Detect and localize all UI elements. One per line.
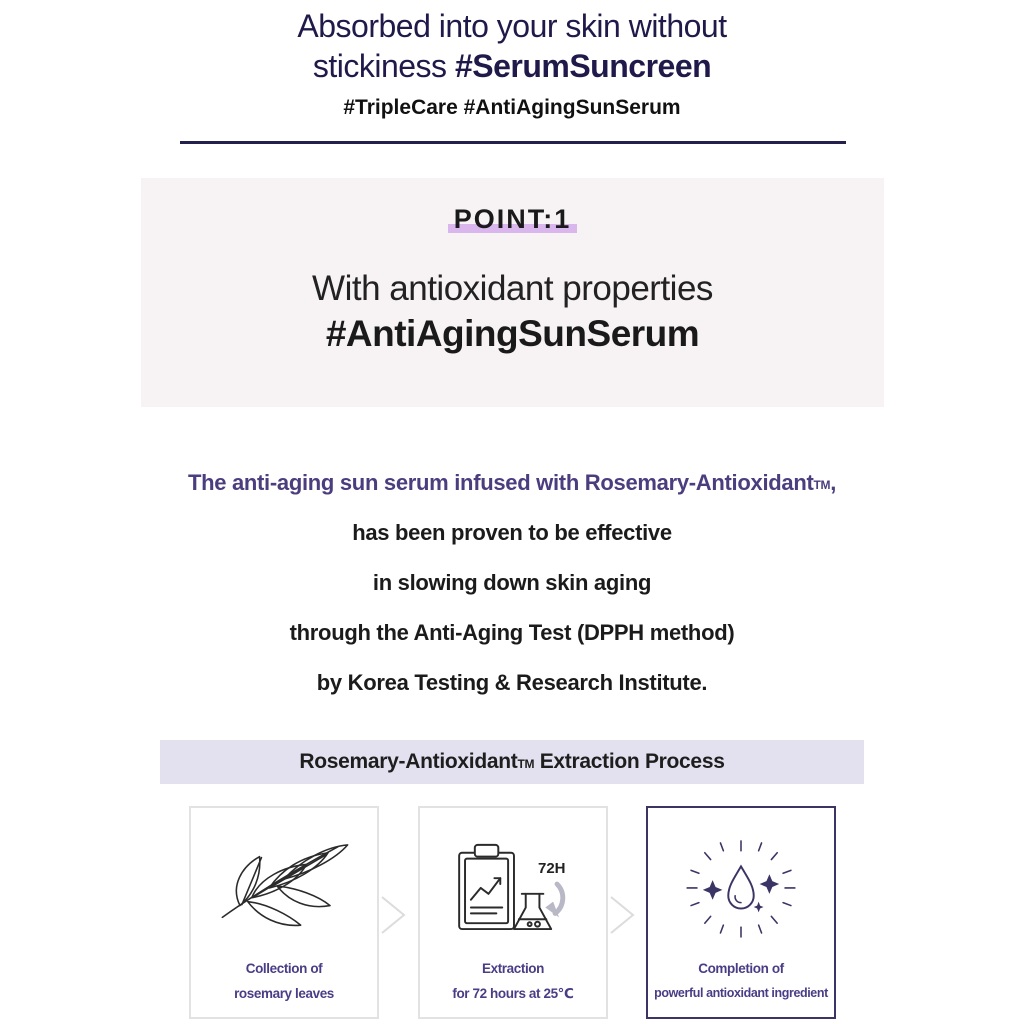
process-title-bar [160,740,864,784]
point-label: POINT:1 [448,204,578,235]
chevron-right-icon [607,895,637,935]
process-step-collection [189,806,379,1019]
description-line-3: in slowing down skin aging [372,570,652,595]
description-line-5: by Korea Testing & Research Institute. [316,670,708,695]
process-title-end: Extraction Process [534,750,725,773]
description [0,458,1024,708]
step-1-caption-line-2: rosemary leaves [234,986,334,1001]
process-title-start: Rosemary-Antioxidant [299,750,518,773]
rosemary-branch-icon [191,826,377,946]
headline-line-2 [0,46,1024,86]
description-lead-text: The anti-aging sun serum infused with Rosemary-Antioxidant [187,470,814,495]
description-line-4: through the Anti-Aging Test (DPPH method) [289,620,735,645]
step-1-caption-line-1: Collection of [245,961,323,976]
chevron-right-icon [378,895,408,935]
headline-line-2-plain: stickiness [312,48,455,84]
step-2-caption-line-1: Extraction [481,961,545,976]
step-3-caption-line-2: powerful antioxidant ingredient [654,986,828,1000]
description-lead-end: , [830,470,837,495]
point-title-line-1: With antioxidant properties [312,269,713,308]
clipboard-flask-icon [420,826,606,946]
trademark-mark: TM [813,478,831,492]
step-3-caption [648,956,834,1006]
point-title-line-2: #AntiAgingSunSerum [325,313,700,354]
headline-hashtag: #SerumSuncreen [454,48,712,84]
process-trademark-mark: TM [517,757,535,771]
description-line-2: has been proven to be effective [352,520,672,545]
duration-badge: 72H [538,860,566,877]
headline [0,6,1024,122]
step-2-caption [420,956,606,1006]
point-box [141,178,884,407]
description-lead [0,458,1024,508]
sparkling-drop-icon [648,826,834,946]
process-step-extraction [418,806,608,1019]
section-divider [180,141,846,144]
headline-tags: #TripleCare #AntiAgingSunSerum [343,96,681,119]
step-3-caption-line-1: Completion of [698,961,784,976]
process-step-completion [646,806,836,1019]
step-2-caption-line-2: for 72 hours at 25℃ [452,986,574,1001]
headline-line-1: Absorbed into your skin without [297,8,727,44]
step-1-caption [191,956,377,1006]
